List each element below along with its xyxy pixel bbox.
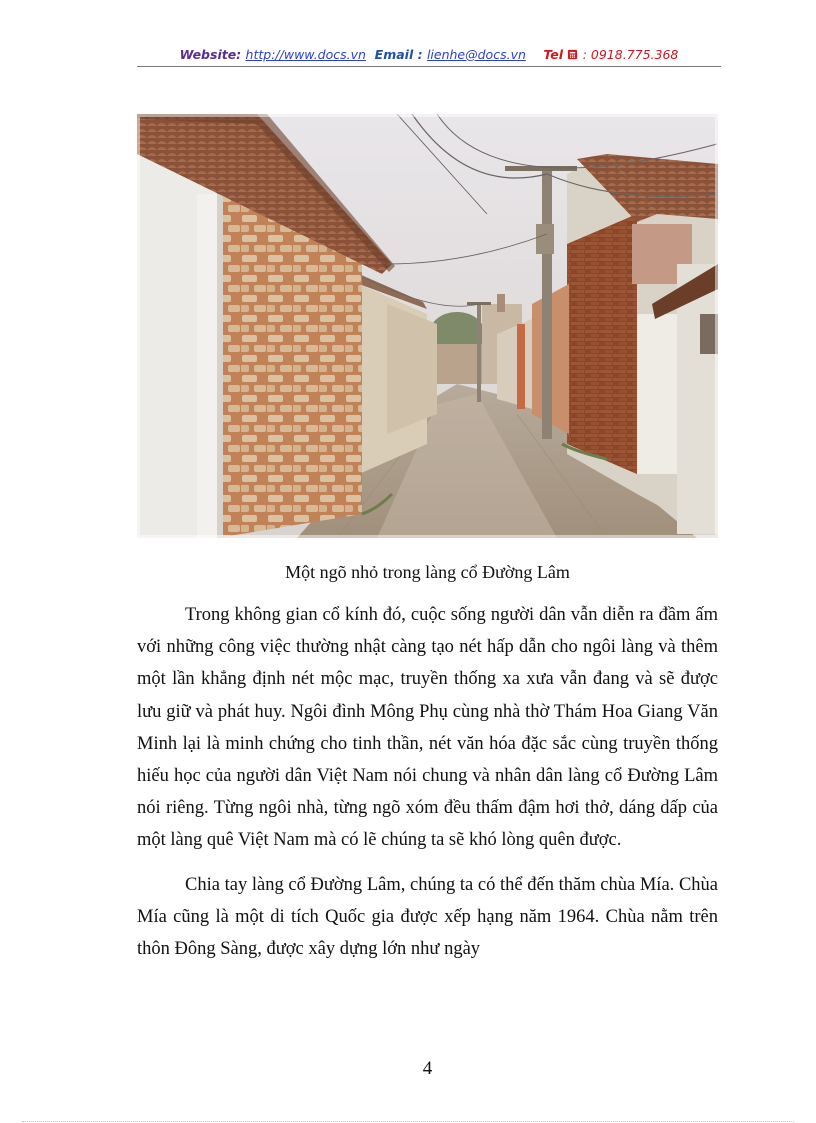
website-label: Website: (179, 47, 242, 62)
photo-caption: Một ngõ nhỏ trong làng cổ Đường Lâm (285, 562, 570, 582)
page-bottom-border (22, 1121, 794, 1122)
page-number: 4 (422, 1058, 433, 1079)
village-alley-photo (137, 114, 718, 538)
tel-label: Tel (543, 47, 563, 62)
header-divider (137, 66, 721, 67)
body-text (137, 599, 718, 977)
email-label: Email : (374, 47, 423, 62)
paragraph: Chia tay làng cổ Đường Lâm, chúng ta có thể đến thăm chùa Mía. Chùa Mía cũng là một di tích Quốc gia được xếp hạng năm 1964. Chùa nằm trên thôn Đông Sàng, được xây dựng lớn như ngày (137, 874, 718, 960)
website-link[interactable]: http://www.docs.vn (245, 47, 366, 62)
email-link[interactable]: lienhe@docs.vn (426, 47, 526, 62)
page-header (137, 47, 721, 65)
tel-value: : 0918.775.368 (582, 47, 679, 62)
paragraph: Trong không gian cổ kính đó, cuộc sống người dân vẫn diễn ra đầm ấm với những công việc thường nhật càng tạo nét hấp dẫn cho ngôi làng và thêm một lần khẳng định nét mộc mạc, truyền thống xa xưa vẫn đang và sẽ được lưu giữ và phát huy. Ngôi đình Mông Phụ cùng nhà thờ Thám Hoa Giang Văn Minh lại là minh chứng cho tinh thần, nét văn hóa đặc sắc cùng truyền thống hiếu học của người dân Việt Nam nói chung và nhân dân làng cổ Đường Lâm nói riêng. Từng ngôi nhà, từng ngõ xóm đều thấm đậm hơi thở, dáng dấp của một làng quê Việt Nam mà có lẽ chúng ta sẽ khó lòng quên được. (137, 605, 718, 851)
phone-icon (567, 49, 578, 60)
